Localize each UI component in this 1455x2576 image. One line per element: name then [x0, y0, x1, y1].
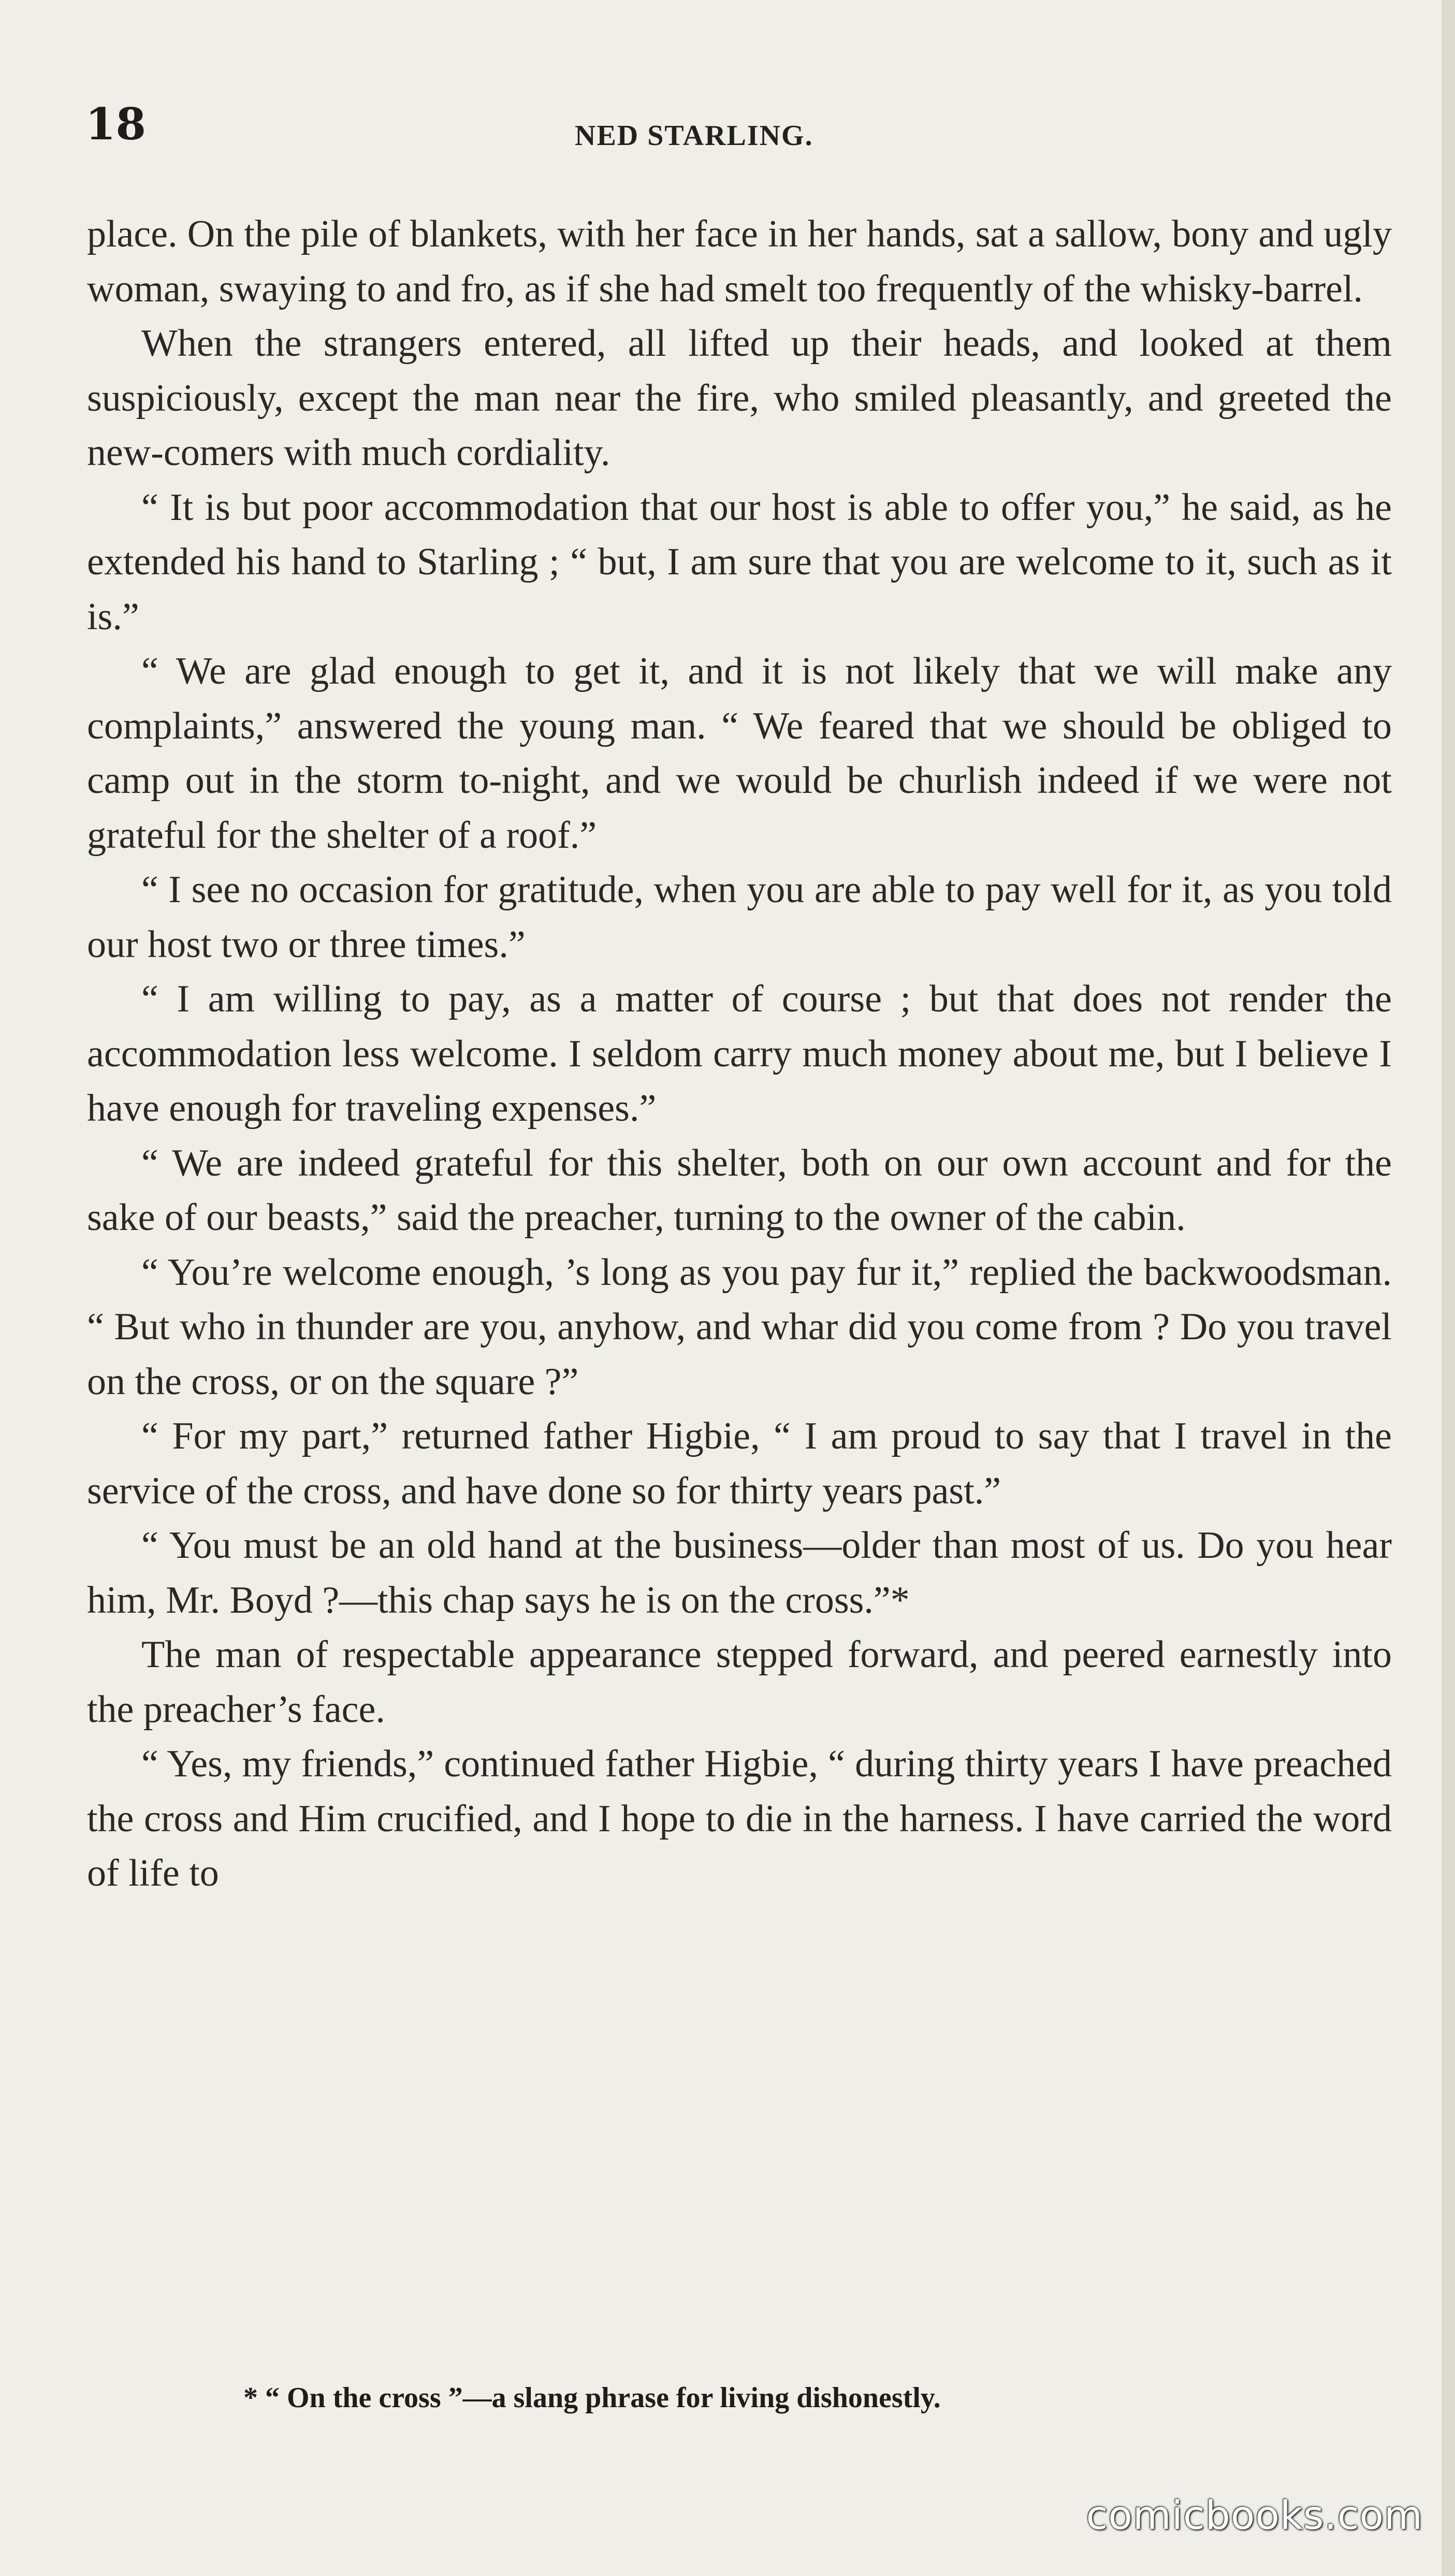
running-head: NED STARLING.	[575, 120, 813, 152]
paragraph: place. On the pile of blankets, with her face in her hands, sat a sallow, bony and ugly woman, swaying to and fro, as if she had smelt too frequently of the whisky-barrel.	[87, 213, 1392, 310]
paragraph: The man of respectable appearance stepped forward, and peered earnestly into the preacher’s face.	[87, 1633, 1392, 1731]
paragraph: When the strangers entered, all lifted up their heads, and looked at them suspiciously, except the man near the fire, who smiled pleasantly, and greeted the new-comers with much cordiality.	[87, 322, 1392, 474]
paragraph: “ It is but poor accommodation that our host is able to offer you,” he said, as he extended his hand to Starling ; “ but, I am sure that you are welcome to it, such as it is.”	[87, 486, 1392, 638]
watermark: comicbooks.com	[1086, 2492, 1423, 2538]
paragraph: “ I am willing to pay, as a matter of course ; but that does not render the accommodation less welcome. I seldom carry much money about me, but I believe I have enough for traveling expenses.”	[87, 978, 1392, 1130]
body-text	[87, 207, 1392, 1901]
page-header	[0, 98, 1455, 155]
paragraph: “ You must be an old hand at the business—older than most of us. Do you hear him, Mr. Boyd ?—this chap says he is on the cross.”*	[87, 1524, 1392, 1622]
paragraph: “ We are indeed grateful for this shelter, both on our own account and for the sake of our beasts,” said the preacher, turning to the owner of the cabin.	[87, 1141, 1392, 1239]
footnote: * “ On the cross ”—a slang phrase for living dishonestly.	[243, 2382, 941, 2414]
paragraph: “ We are glad enough to get it, and it is not likely that we will make any complaints,” answered the young man. “ We feared that we should be obliged to camp out in the storm to-night, and we would be churlish indeed if we were not grateful for the shelter of a roof.”	[87, 650, 1392, 857]
paragraph: “ I see no occasion for gratitude, when you are able to pay well for it, as you told our host two or three times.”	[87, 869, 1392, 966]
paragraph: “ You’re welcome enough, ’s long as you pay fur it,” replied the backwoodsman. “ But who in thunder are you, anyhow, and whar did you come from ? Do you travel on the cross, or on the square ?”	[87, 1251, 1392, 1403]
paragraph: “ Yes, my friends,” continued father Higbie, “ during thirty years I have preached the cross and Him crucified, and I hope to die in the harness. I have carried the word of life to	[87, 1743, 1392, 1894]
page-edge	[1442, 0, 1455, 2576]
paragraph: “ For my part,” returned father Higbie, “ I am proud to say that I travel in the service of the cross, and have done so for thirty years past.”	[87, 1415, 1392, 1512]
page-number: 18	[85, 98, 146, 150]
